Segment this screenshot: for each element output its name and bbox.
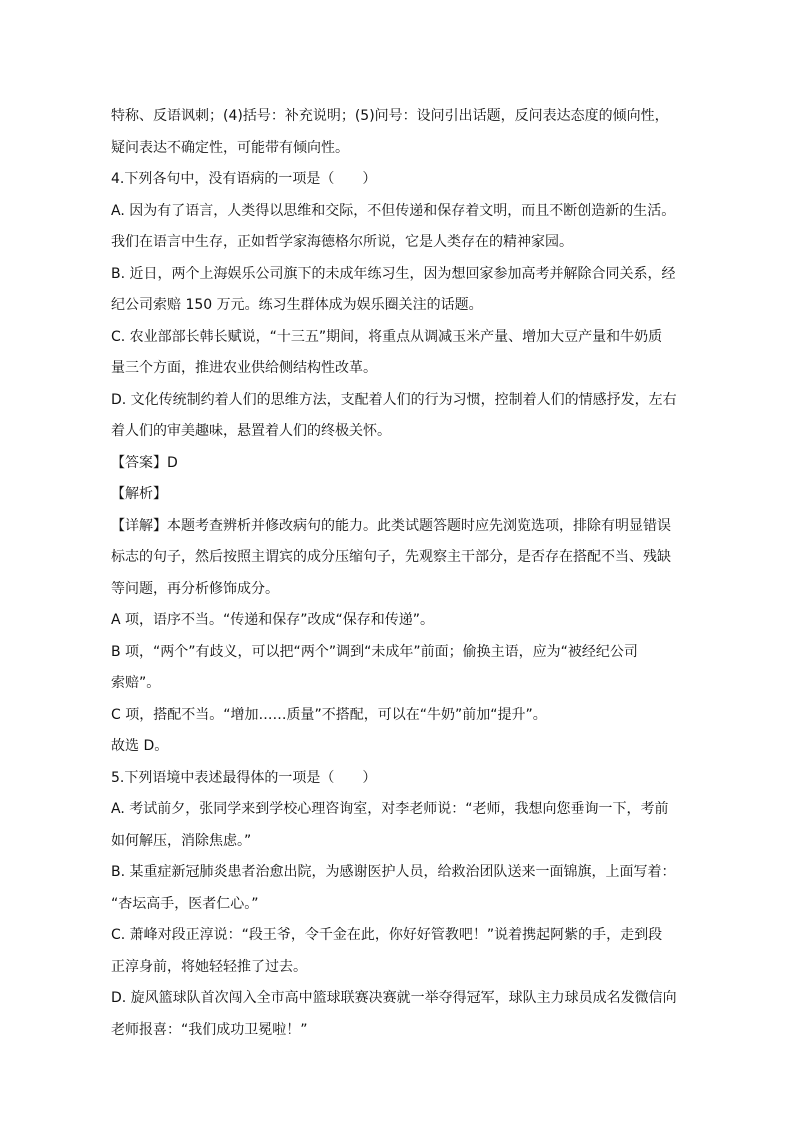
question-4-option-a: A. 因为有了语言，人类得以思维和交际，不但传递和保存着文明，而且不断创造新的生活。 xyxy=(111,202,676,219)
question-4-option-c: C. 农业部部长韩长赋说，“十三五”期间，将重点从调减玉米产量、增加大豆产量和牛奶质 xyxy=(111,328,663,345)
question-4-stem: 4.下列各句中，没有语病的一项是（ ） xyxy=(111,171,377,187)
text-line: 我们在语言中生存，正如哲学家海德格尔所说，它是人类存在的精神家园。 xyxy=(111,234,573,250)
answer-label: 【答案】D xyxy=(111,454,178,471)
text-line: 着人们的审美趣味，悬置着人们的终极关怀。 xyxy=(111,423,391,439)
text-line: 特称、反语讽刺；(4)括号：补充说明；(5)问号：设问引出话题，反问表达态度的倾向性， xyxy=(111,108,669,124)
question-5-stem: 5.下列语境中表述最得体的一项是（ ） xyxy=(111,769,377,786)
question-5-option-c: C. 萧峰对段正淳说：“段王爷，令千金在此，你好好管教吧！”说着携起阿紫的手，走到段 xyxy=(111,927,663,943)
text-line: 等问题，再分析修饰成分。 xyxy=(111,580,279,597)
text-line: 疑问表达不确定性，可能带有倾向性。 xyxy=(111,139,349,156)
question-4-option-d: D. 文化传统制约着人们的思维方法，支配着人们的行为习惯，控制着人们的情感抒发，左右 xyxy=(111,391,677,408)
document-body xyxy=(111,101,696,1046)
text-line: 纪公司索赔 150 万元。练习生群体成为娱乐圈关注的话题。 xyxy=(111,297,483,313)
explanation-item-a: A 项，语序不当。“传递和保存”改成“保存和传递”。 xyxy=(111,612,435,628)
text-line: 正淳身前，将她轻轻推了过去。 xyxy=(111,958,307,975)
question-5-option-b: B. 某重症新冠肺炎患者治愈出院，为感谢医护人员，给救治团队送来一面锦旗，上面写着： xyxy=(111,864,676,880)
analysis-label: 【解析】 xyxy=(111,486,167,502)
text-line: 索赔”。 xyxy=(111,675,161,691)
text-line: 量三个方面，推进农业供给侧结构性改革。 xyxy=(111,360,377,376)
question-5-option-d: D. 旋风篮球队首次闯入全市高中篮球联赛决赛就一举夺得冠军，球队主力球员成名发微信向 xyxy=(111,990,677,1006)
conclusion: 故选 D。 xyxy=(111,738,169,754)
text-line: 标志的句子，然后按照主谓宾的成分压缩句子，先观察主干部分，是否存在搭配不当、残缺 xyxy=(111,549,671,565)
question-4-option-b: B. 近日，两个上海娱乐公司旗下的未成年练习生，因为想回家参加高考并解除合同关系，经 xyxy=(111,265,676,282)
detail-explanation: 【详解】本题考查辨析并修改病句的能力。此类试题答题时应先浏览选项，排除有明显错误 xyxy=(111,517,671,534)
question-5-option-a: A. 考试前夕，张同学来到学校心理咨询室，对李老师说：“老师，我想向您垂询一下，考前 xyxy=(111,801,669,817)
text-line: “杏坛高手，医者仁心。” xyxy=(111,895,259,912)
text-line: 老师报喜：“我们成功卫冕啦！” xyxy=(111,1021,308,1038)
text-line: 如何解压，消除焦虑。” xyxy=(111,832,252,849)
explanation-item-c: C 项，搭配不当。“增加……质量”不搭配，可以在“牛奶”前加“提升”。 xyxy=(111,706,547,723)
explanation-item-b: B 项，“两个”有歧义，可以把“两个”调到“未成年”前面；偷换主语，应为“被经纪公司 xyxy=(111,643,638,660)
